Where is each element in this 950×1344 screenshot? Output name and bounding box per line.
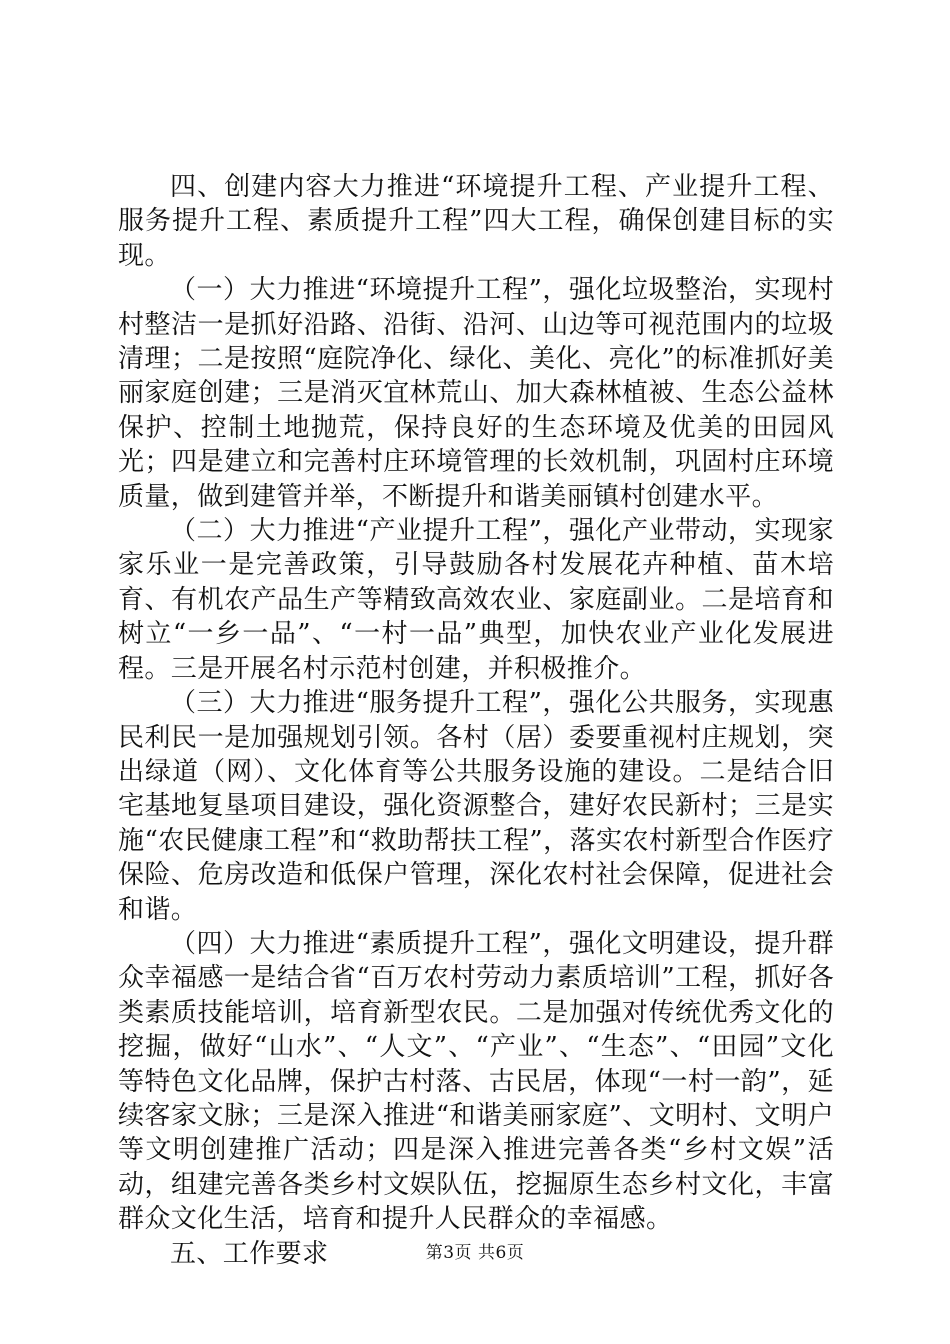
paragraph-quality-upgrade: （四）大力推进“素质提升工程”，强化文明建设，提升群众幸福感一是结合省“百万农村劳动力素质培训”工程，抓好各类素质技能培训，培育新型农民。二是加强对传统优秀文化的挖掘，做好“山水”、“人文”、“产业”、“生态”、“田园”文化等特色文化品牌，保护古村落、古民居，体现“一村一韵”，延续客家文脉；三是深入推进“和谐美丽家庭”、文明村、文明户等文明创建推广活动；四是深入推进完善各类“乡村文娱”活动，组建完善各类乡村文娱队伍，挖掘原生态乡村文化，丰富群众文化生活，培育和提升人民群众的幸福感。 (118, 928, 834, 1235)
paragraph-environment-upgrade: （一）大力推进“环境提升工程”，强化垃圾整治，实现村村整洁一是抓好沿路、沿街、沿河、山边等可视范围内的垃圾清理；二是按照“庭院净化、绿化、美化、亮化”的标准抓好美丽家庭创建；三是消灭宜林荒山、加大森林植被、生态公益林保护、控制土地抛荒，保持良好的生态环境及优美的田园风光；四是建立和完善村庄环境管理的长效机制，巩固村庄环境质量，做到建管并举，不断提升和谐美丽镇村创建水平。 (118, 275, 834, 512)
paragraph-service-upgrade: （三）大力推进“服务提升工程”，强化公共服务，实现惠民利民一是加强规划引领。各村（居）委要重视村庄规划，突出绿道（网）、文化体育等公共服务设施的建设。二是结合旧宅基地复垦项目建设，强化资源整合，建好农民新村；三是实施“农民健康工程”和“救助帮扶工程”，落实农村新型合作医疗保险、危房改造和低保户管理，深化农村社会保障，促进社会和谐。 (118, 688, 834, 925)
section-four-heading-paragraph: 四、创建内容大力推进“环境提升工程、产业提升工程、服务提升工程、素质提升工程”四大工程，确保创建目标的实现。 (118, 172, 834, 271)
page-footer: 第3页 共6页 (425, 1243, 525, 1263)
paragraph-industry-upgrade: （二）大力推进“产业提升工程”，强化产业带动，实现家家乐业一是完善政策，引导鼓励各村发展花卉种植、苗木培育、有机农产品生产等精致高效农业、家庭副业。二是培育和树立“一乡一品”、“一村一品”典型，加快农业产业化发展进程。三是开展名村示范村创建，并积极推介。 (118, 516, 834, 684)
document-body (118, 170, 834, 1271)
section-five-heading: 五、工作要求 (170, 1238, 329, 1269)
